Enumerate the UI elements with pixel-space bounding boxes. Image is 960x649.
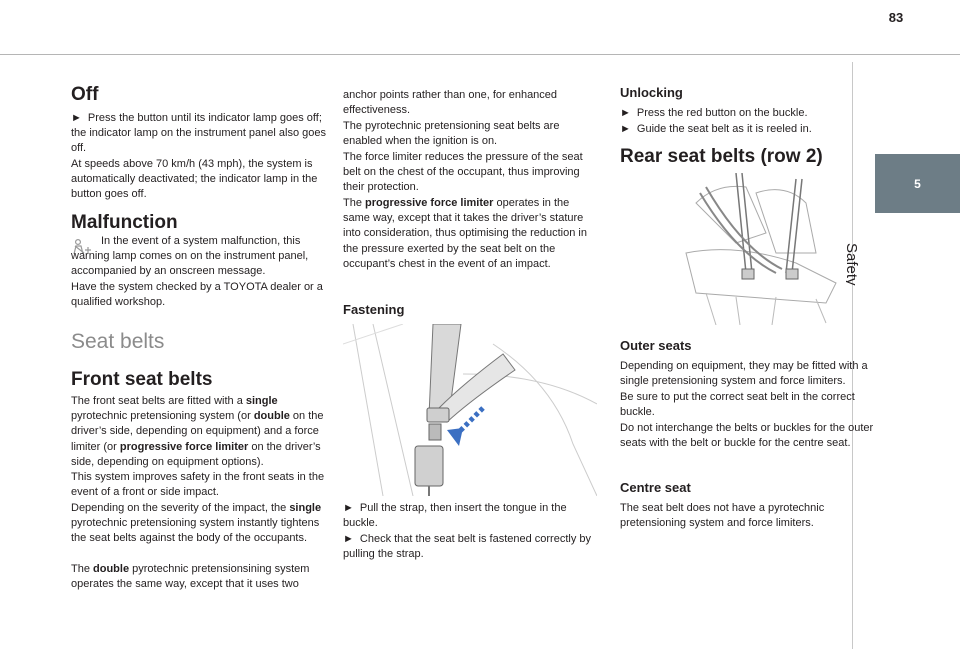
front-paragraph-2: This system improves safety in the front seats in the event of a front or side impact. (71, 471, 325, 499)
front-p4-b: double (93, 563, 130, 575)
front-p3-b: single (289, 502, 322, 514)
fastening-step-1 (343, 501, 597, 531)
front-paragraph-3 (71, 501, 329, 547)
bullet-arrow-icon: ► (343, 502, 354, 514)
malfunction-paragraph-2: Have the system checked by a TOYOTA dealer or a qualified workshop. (71, 281, 323, 309)
bullet-arrow-icon: ► (71, 112, 82, 124)
col2-p4-a: The (343, 197, 366, 209)
front-p1-d: double (253, 410, 290, 423)
heading-rear-seat-belts: Rear seat belts (row 2) (620, 146, 823, 167)
col2-paragraph-3: The force limiter reduces the pressure of the seat belt on the chest of the occupant, thus improving their protection. (343, 151, 583, 194)
front-paragraph-1 (71, 394, 329, 470)
front-p3-c: pyrotechnic pretensioning system instantly tightens the seat belts against the body of the occupants. (71, 517, 320, 545)
front-p4-a: The (71, 563, 94, 575)
heading-malfunction: Malfunction (71, 212, 178, 233)
off-paragraph-1 (71, 111, 329, 157)
col2-p4-b: progressive force limiter (365, 197, 494, 209)
outer-paragraph-1: Depending on equipment, they may be fitted with a single pretensioning system and force limiters. (620, 360, 868, 388)
off-paragraph-2: At speeds above 70 km/h (43 mph), the system is automatically deactivated; the indicator lamp in the button goes off. (71, 158, 318, 201)
malfunction-paragraph: In the event of a system malfunction, this warning lamp comes on on the instrument panel, accompanied by an onscreen message. (71, 235, 309, 278)
heading-unlocking: Unlocking (620, 85, 683, 100)
chapter-title: Safety (843, 243, 860, 286)
u1-text: Press the red button on the buckle. (636, 107, 808, 119)
bullet-arrow-icon: ► (620, 123, 631, 135)
fastening-step-2 (343, 532, 597, 562)
col2-paragraph-1: anchor points rather than one, for enhanced effectiveness. (343, 89, 558, 117)
heading-off: Off (71, 84, 99, 105)
heading-fastening: Fastening (343, 302, 405, 317)
front-p1-e: on the driver’s side, depending on equipment) and a force limiter (or (71, 410, 324, 453)
chapter-tab: 5 (875, 154, 960, 213)
off-text-1: Press the button until its indicator lamp goes off; the indicator lamp on the instrument panel also goes off. (71, 112, 326, 155)
heading-centre-seat: Centre seat (620, 480, 691, 495)
outer-paragraph-3: Do not interchange the belts or buckles for the outer seats with the belt or buckle for the centre seat. (620, 422, 874, 450)
front-p1-b: single (245, 395, 278, 407)
header-rule (0, 54, 960, 55)
page-number: 83 (888, 10, 904, 25)
col2-paragraph-4 (343, 196, 597, 272)
step1-text: Pull the strap, then insert the tongue in the buckle. (343, 502, 567, 530)
bullet-arrow-icon: ► (620, 107, 631, 119)
bullet-arrow-icon: ► (343, 533, 354, 545)
heading-front-seat-belts: Front seat belts (71, 369, 213, 390)
front-p1-a: The front seat belts are fitted with a (71, 395, 246, 407)
front-p4-c: pyrotechnic pretensionsining system operates the same way, except that it uses two (71, 563, 310, 591)
side-rule (852, 62, 853, 649)
fastening-illustration (343, 324, 597, 496)
centre-paragraph-1: The seat belt does not have a pyrotechnic pretensioning system and force limiters. (620, 502, 825, 530)
rear-seat-belts-illustration (676, 173, 846, 325)
unlocking-step-1 (620, 106, 878, 121)
col2-paragraph-2: The pyrotechnic pretensioning seat belts are enabled when the ignition is on. (343, 120, 560, 148)
heading-outer-seats: Outer seats (620, 338, 692, 353)
front-p3-a: Depending on the severity of the impact, the (71, 502, 290, 514)
heading-seat-belts: Seat belts (71, 330, 165, 353)
front-p1-c: pyrotechnic pretensioning system (or (71, 410, 254, 423)
unlocking-step-2 (620, 122, 878, 137)
step2-text: Check that the seat belt is fastened correctly by pulling the strap. (343, 533, 592, 561)
u2-text: Guide the seat belt as it is reeled in. (636, 123, 812, 135)
col2-p4-c: operates in the same way, except that it takes the driver’s stature into consideration, thus optimising the reduction in the pressure exerted by the seat belt on the occupant’s chest in the event of an impact. (343, 197, 587, 270)
outer-paragraph-2: Be sure to put the correct seat belt in the correct buckle. (620, 391, 855, 419)
front-paragraph-4 (71, 562, 329, 592)
front-p1-g: on the driver’s side, depending on equipment options). (71, 440, 321, 468)
front-p1-f: progressive force limiter (119, 440, 249, 453)
